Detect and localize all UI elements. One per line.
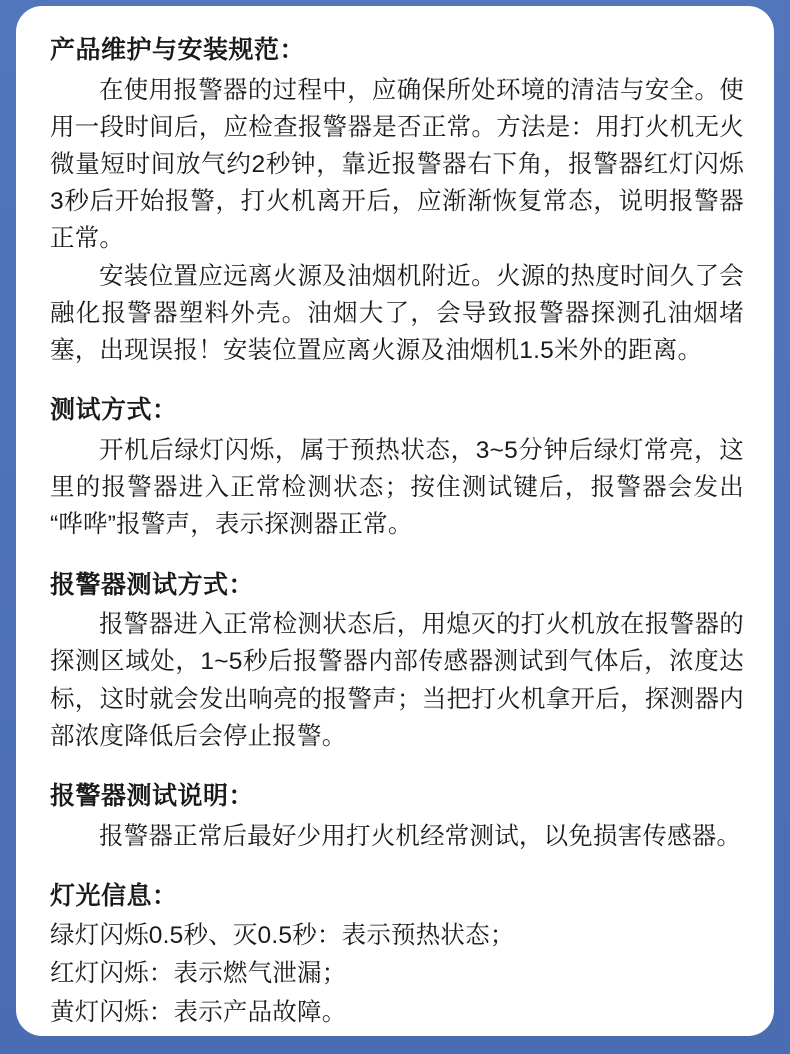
spacer-3 [50, 761, 744, 778]
section-alarm-test-note [50, 778, 744, 855]
section-heading-maintenance: 产品维护与安装规范： [50, 36, 306, 64]
section-heading-light-info: 灯光信息： [50, 881, 178, 910]
section-heading-alarm-test-method: 报警器测试方式： [50, 570, 255, 599]
paragraph-test-method-1: 开机后绿灯闪烁，属于预热状态，3~5分钟后绿灯常亮，这里的报警器进入正常检测状态；按住测试键后，报警器会发出“哗哗”报警声，表示探测器正常。 [50, 436, 744, 539]
light-info-line-green: 绿灯闪烁0.5秒、灭0.5秒：表示预热状态； [50, 922, 515, 950]
light-info-line-yellow: 黄灯闪烁：表示产品故障。 [50, 998, 347, 1026]
light-info-line-red: 红灯闪烁：表示燃气泄漏； [50, 960, 347, 988]
spacer-2 [50, 550, 744, 567]
paragraph-maintenance-1: 在使用报警器的过程中，应确保所处环境的清洁与安全。使用一段时间后，应检查报警器是否正常。方法是：用打火机无火微量短时间放气约2秒钟，靠近报警器右下角，报警器红灯闪烁3秒后开始报警，打火机离开后，应渐渐恢复常态，说明报警器正常。 [50, 76, 744, 253]
section-maintenance [50, 32, 744, 369]
paragraph-alarm-test-note-1: 报警器正常后最好少用打火机经常测试，以免损害传感器。 [99, 822, 742, 850]
spacer-4 [50, 861, 744, 878]
section-alarm-test-method [50, 567, 744, 755]
section-heading-alarm-test-note: 报警器测试说明： [50, 782, 255, 811]
paragraph-alarm-test-method-1: 报警器进入正常检测状态后，用熄灭的打火机放在报警器的探测区域处，1~5秒后报警器内部传感器测试到气体后，浓度达标，这时就会发出响亮的报警声；当把打火机拿开后，探测器内部浓度降低后会停止报警。 [50, 611, 744, 750]
section-test-method [50, 392, 744, 543]
section-light-info [50, 878, 744, 1032]
paragraph-maintenance-2: 安装位置应远离火源及油烟机附近。火源的热度时间久了会融化报警器塑料外壳。油烟大了，会导致报警器探测孔油烟堵塞，出现误报！安装位置应离火源及油烟机1.5米外的距离。 [50, 262, 744, 365]
section-heading-test-method: 测试方式： [50, 396, 178, 425]
content-card [16, 6, 774, 1036]
spacer-1 [50, 375, 744, 392]
